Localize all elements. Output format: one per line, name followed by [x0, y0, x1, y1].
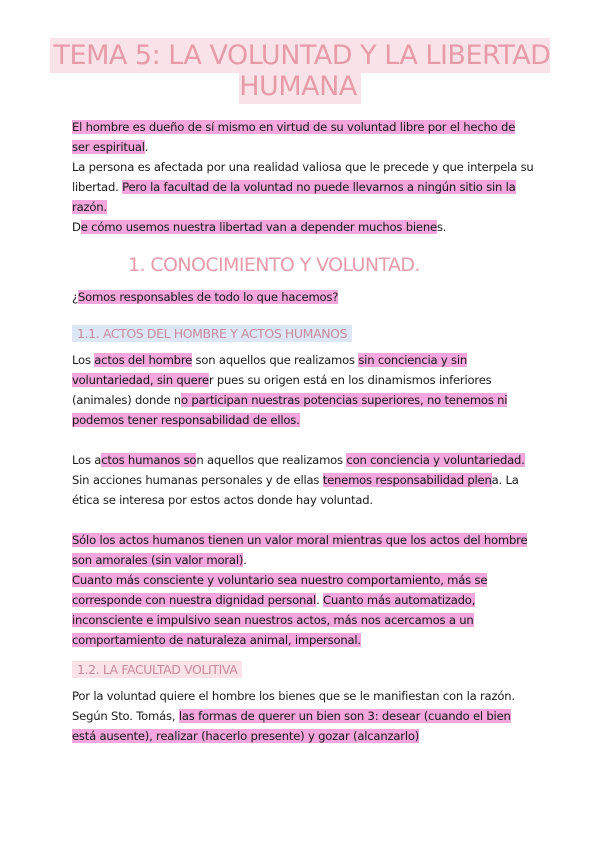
actos-humanos-paragraph: Los actos humanos son aquellos que realizamos con conciencia y voluntariedad. Sin acciones humanas personales y de ellas tenemos responsabilidad plena. La ética se interesa por estos actos donde hay voluntad.	[72, 453, 525, 507]
intro-block	[72, 117, 534, 237]
section-1-2-heading: 1.2. LA FACULTAD VOLITIVA	[72, 662, 242, 677]
intro-paragraph-1: El hombre es dueño de sí mismo en virtud de su voluntad libre por el hecho de ser espiritual.	[72, 120, 516, 154]
section-1-1-block	[72, 350, 534, 650]
intro-paragraph-2: La persona es afectada por una realidad valiosa que le precede y que interpela su libertad. Pero la facultad de la voluntad no puede llevarnos a ningún sitio sin la razón.	[72, 160, 534, 214]
section-1-2-block	[72, 686, 534, 746]
intro-paragraph-3: De cómo usemos nuestra libertad van a depender muchos bienes.	[72, 220, 447, 234]
section-1-question: ¿Somos responsables de todo lo que hacemos?	[72, 290, 339, 304]
facultad-volitiva-paragraph: Por la voluntad quiere el hombre los bienes que se le manifiestan con la razón. Según Sto. Tomás, las formas de querer un bien son 3: desear (cuando el bien está ausente), realizar (hacerlo presente) y gozar (alcanzarlo)	[72, 689, 515, 743]
valor-moral-paragraph: Sólo los actos humanos tienen un valor moral mientras que los actos del hombre son amorales (sin valor moral).	[72, 533, 528, 567]
actos-del-hombre-paragraph: Los actos del hombre son aquellos que realizamos sin conciencia y sin voluntariedad, sin querer pues su origen está en los dinamismos inferiores (animales) donde no participan nuestras potencias superiores, no tenemos ni podemos tener responsabilidad de ellos.	[72, 353, 508, 427]
section-1-heading: 1. CONOCIMIENTO Y VOLUNTAD.	[128, 254, 420, 276]
comportamiento-paragraph: Cuanto más consciente y voluntario sea nuestro comportamiento, más se corresponde con nuestra dignidad personal. Cuanto más automatizado, inconsciente e impulsivo sean nuestros actos, más nos acercamos a un comportamiento de naturaleza animal, impersonal.	[72, 573, 488, 647]
section-1-1-heading: 1.1. ACTOS DEL HOMBRE Y ACTOS HUMANOS	[72, 326, 352, 341]
page-title: TEMA 5: LA VOLUNTAD Y LA LIBERTAD HUMANA	[0, 40, 600, 102]
